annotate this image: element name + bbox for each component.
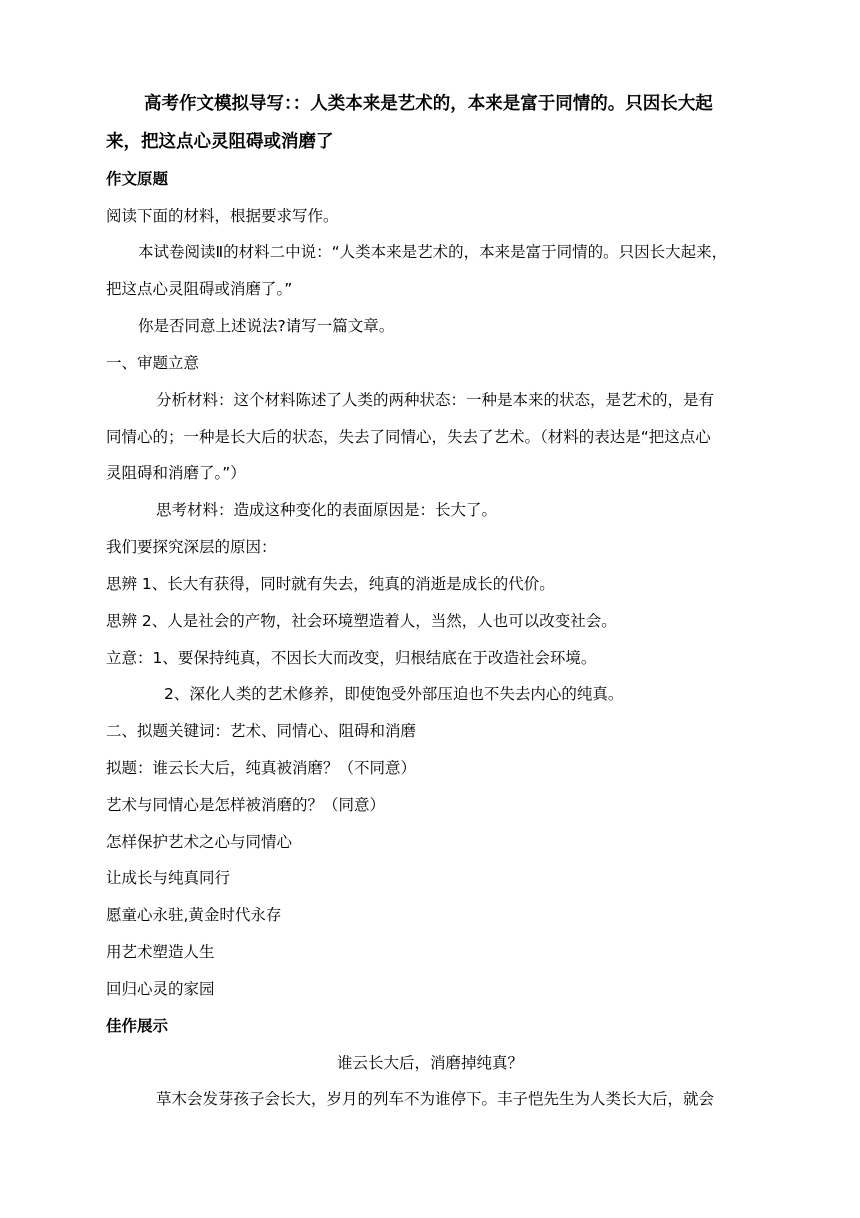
- bian-1-line: 思辨 1、长大有获得，同时就有失去，纯真的消逝是成长的代价。: [106, 575, 555, 593]
- document-title-line-1: 高考作文模拟导写：：人类本来是艺术的，本来是富于同情的。只因长大起: [144, 94, 713, 114]
- section-1-heading: 一、审题立意: [106, 354, 200, 372]
- essay-title: 谁云长大后，消磨掉纯真？: [336, 1054, 523, 1072]
- quote-line-2: 把这点心灵阻碍或消磨了。”: [106, 280, 293, 298]
- prompt-instruction: 阅读下面的材料，根据要求写作。: [106, 207, 339, 225]
- document-title-line-2: 来，把这点心灵阻碍或消磨了: [106, 132, 334, 152]
- section-2-heading: 二、拟题关键词：艺术、同情心、阻碍和消磨: [106, 722, 417, 740]
- quote-line-1: 本试卷阅读Ⅱ的材料二中说：“人类本来是艺术的，本来是富于同情的。只因长大起来，: [138, 243, 728, 261]
- heading-prompt: 作文原题: [106, 170, 169, 188]
- deeper-line: 我们要探究深层的原因：: [106, 538, 277, 556]
- showcase-heading: 佳作展示: [106, 1017, 169, 1035]
- writing-task: 你是否同意上述说法?请写一篇文章。: [138, 317, 395, 335]
- title-item-2: 艺术与同情心是怎样被消磨的？（同意）: [106, 796, 386, 814]
- analysis-line-2: 同情心的；一种是长大后的状态，失去了同情心，失去了艺术。（材料的表达是“把这点心: [106, 428, 711, 446]
- title-item-4: 让成长与纯真同行: [106, 869, 231, 887]
- title-item-7: 回归心灵的家园: [106, 980, 215, 998]
- title-item-3: 怎样保护艺术之心与同情心: [106, 833, 293, 851]
- think-line: 思考材料：造成这种变化的表面原因是：长大了。: [156, 501, 498, 519]
- title-item-6: 用艺术塑造人生: [106, 943, 215, 961]
- liyi-2-line: 2、深化人类的艺术修养，即使饱受外部压迫也不失去内心的纯真。: [164, 685, 624, 703]
- title-item-5: 愿童心永驻,黄金时代永存: [106, 906, 282, 924]
- essay-line-1: 草木会发芽孩子会长大，岁月的列车不为谁停下。丰子恺先生为人类长大后，就会: [156, 1090, 715, 1108]
- title-item-1: 拟题：谁云长大后，纯真被消磨？（不同意）: [106, 759, 417, 777]
- analysis-line-1: 分析材料：这个材料陈述了人类的两种状态：一种是本来的状态，是艺术的，是有: [156, 391, 715, 409]
- liyi-1-line: 立意：1、要保持纯真，不因长大而改变，归根结底在于改造社会环境。: [106, 649, 597, 667]
- bian-2-line: 思辨 2、人是社会的产物，社会环境塑造着人，当然，人也可以改变社会。: [106, 612, 617, 630]
- analysis-line-3: 灵阻碍和消磨了。”）: [106, 464, 246, 482]
